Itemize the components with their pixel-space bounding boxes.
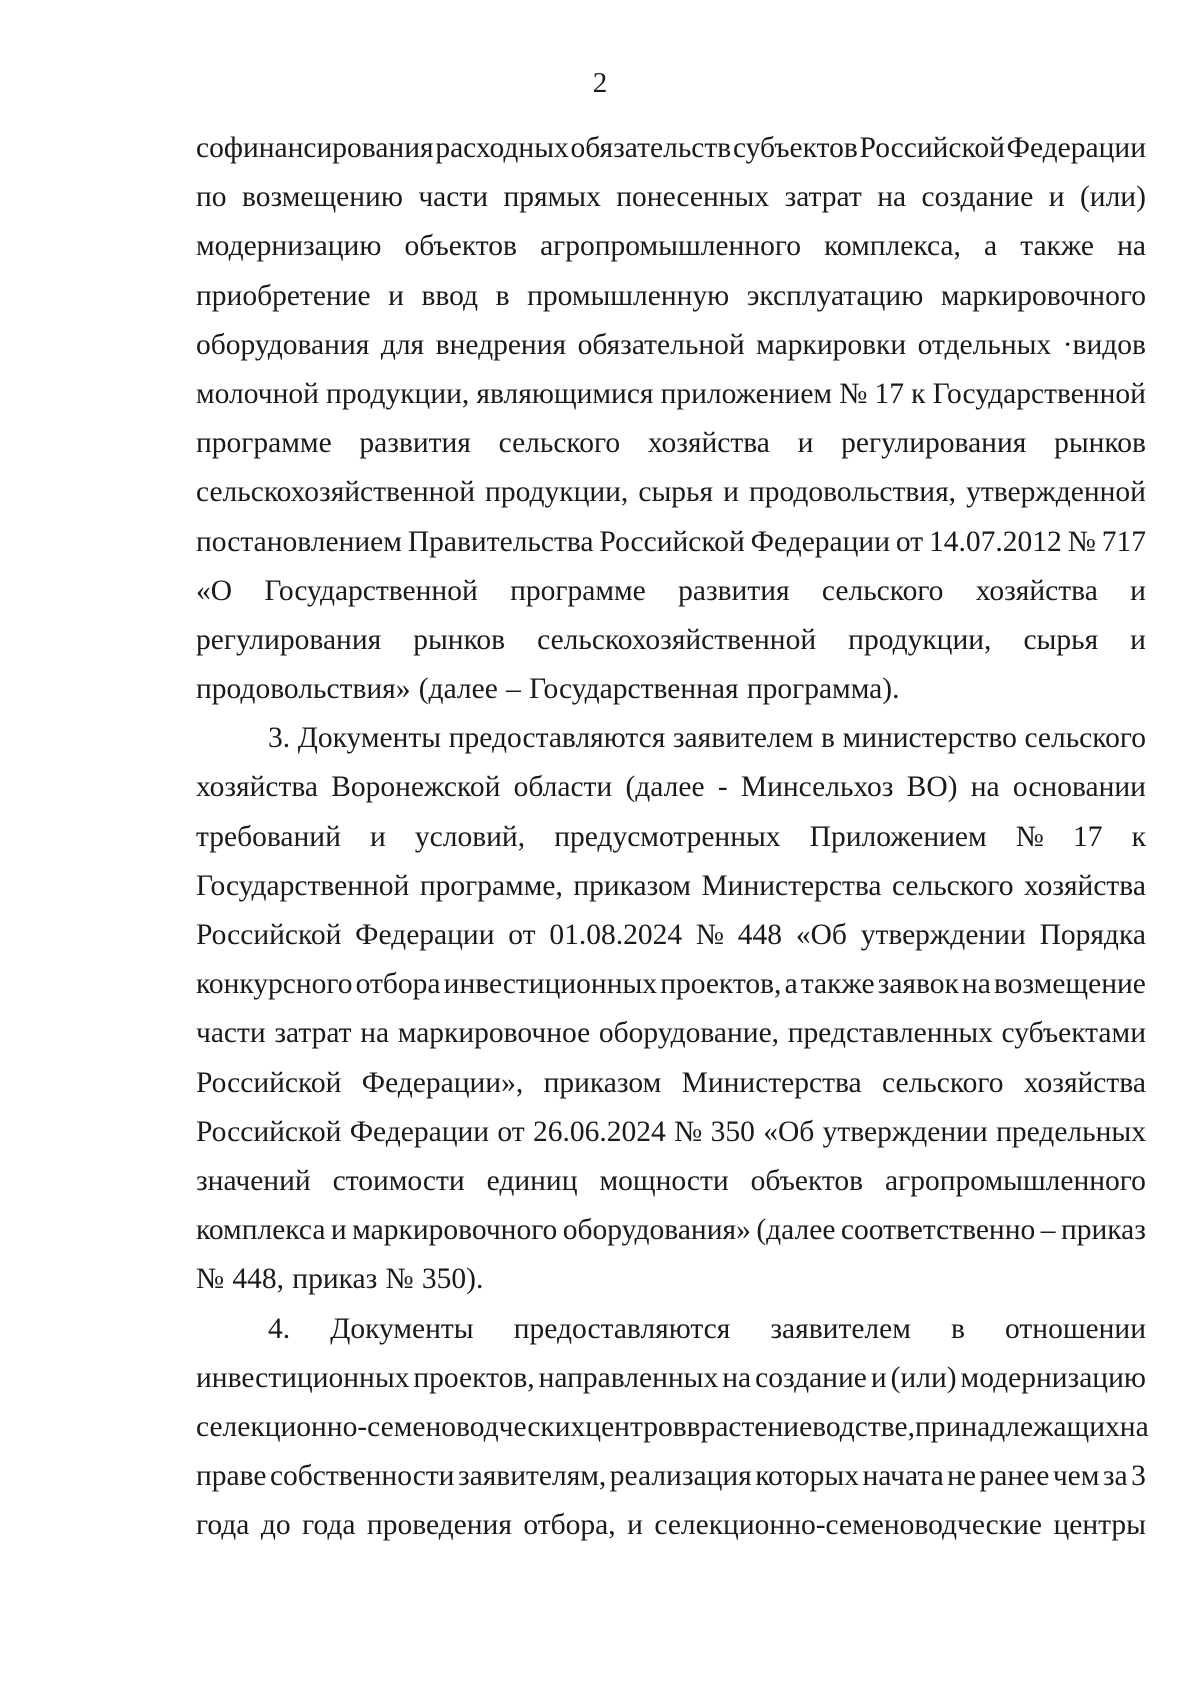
word: стоимости xyxy=(332,1164,465,1197)
word: Документы xyxy=(297,722,442,755)
word: Министерства xyxy=(681,1066,862,1099)
word: ВО) xyxy=(906,771,958,804)
word: проведения xyxy=(366,1509,512,1542)
word: регулирования xyxy=(196,623,382,656)
word: заявителем xyxy=(672,722,814,755)
text-line xyxy=(196,1452,1146,1501)
word: развития xyxy=(678,574,790,607)
word: в xyxy=(951,1312,965,1345)
word: и xyxy=(330,1214,347,1247)
word: хозяйства xyxy=(647,427,770,460)
word: развития xyxy=(359,427,471,460)
text-line xyxy=(196,714,1146,763)
word: агропромышленного xyxy=(885,1164,1146,1197)
word: 17 xyxy=(1073,820,1103,853)
word: обязательств xyxy=(570,132,732,164)
word: прямых xyxy=(503,181,601,214)
word: создание xyxy=(921,181,1034,214)
text-line xyxy=(196,370,1146,419)
word: 717 xyxy=(1101,525,1146,558)
word: и xyxy=(723,476,739,509)
word: единиц xyxy=(486,1164,578,1197)
word: Федерации xyxy=(349,1115,490,1148)
word: сельского xyxy=(891,869,1014,902)
word: Российской xyxy=(196,1115,342,1148)
word: значений xyxy=(196,1164,311,1197)
word: № xyxy=(385,1263,414,1296)
word: не xyxy=(947,1460,977,1493)
word: Министерства xyxy=(701,869,882,902)
word: центры xyxy=(1053,1509,1146,1542)
word: мощности xyxy=(599,1164,729,1197)
word: отбора, xyxy=(523,1509,616,1542)
word: продукции, xyxy=(848,623,992,656)
word: № xyxy=(674,1115,703,1148)
word: собственности xyxy=(269,1460,455,1493)
word: постановлением xyxy=(196,525,402,558)
word: на xyxy=(1119,1410,1149,1443)
word: (или) xyxy=(890,1361,957,1394)
word: области xyxy=(513,771,613,804)
word: оборудования» xyxy=(562,1214,751,1247)
word: 3 xyxy=(1131,1460,1146,1493)
word: утверждении xyxy=(860,919,1026,951)
word: маркировки xyxy=(756,328,907,361)
word: праве xyxy=(196,1460,267,1493)
word: от xyxy=(895,525,924,558)
word: проектов, xyxy=(413,1361,535,1394)
word: № xyxy=(695,919,725,951)
word: основании xyxy=(1012,771,1146,804)
word: оборудования xyxy=(196,328,370,361)
word: 26.06.2024 xyxy=(533,1115,666,1148)
word: Российской xyxy=(599,525,745,558)
word: Государственной xyxy=(932,377,1146,410)
word: Минсельхоз xyxy=(740,771,894,804)
word: на xyxy=(1117,230,1146,263)
word: условий, xyxy=(414,820,526,853)
word: растениеводстве, xyxy=(700,1410,916,1443)
text-line xyxy=(196,1059,1146,1108)
word: до xyxy=(260,1509,291,1542)
text-line xyxy=(196,173,1146,222)
text-line xyxy=(196,1501,1146,1550)
word: также xyxy=(800,968,875,1001)
word: отдельных xyxy=(917,328,1052,361)
word: Приложением xyxy=(809,820,987,853)
word: 350 xyxy=(710,1115,755,1148)
word: Федерации», xyxy=(361,1066,524,1099)
word: создание xyxy=(755,1361,867,1394)
word: принадлежащих xyxy=(915,1410,1120,1443)
word: заявителем xyxy=(770,1312,911,1345)
word: от xyxy=(497,1115,525,1148)
word: сельского xyxy=(821,574,944,607)
word: - xyxy=(717,771,728,804)
word: сельского xyxy=(1024,722,1146,755)
word: года xyxy=(196,1509,250,1542)
word: инвестиционных xyxy=(443,968,658,1001)
word: комплекса, xyxy=(824,230,961,263)
word: соответственно xyxy=(840,1214,1036,1247)
word: оборудование, xyxy=(598,1017,780,1050)
text-line xyxy=(196,813,1146,862)
word: молочной xyxy=(196,377,319,410)
word: заявок xyxy=(877,968,959,1001)
word: предоставляются xyxy=(513,1312,731,1345)
word: сырья xyxy=(638,476,714,509)
word: Правительства xyxy=(407,525,594,558)
word: № xyxy=(1015,820,1044,853)
word: (далее xyxy=(756,1214,836,1247)
word: предоставляются xyxy=(448,722,666,755)
word: продовольствия» xyxy=(196,673,411,706)
word: затрат xyxy=(274,1017,352,1050)
word: 17 xyxy=(874,377,904,410)
word: маркировочного xyxy=(940,279,1146,312)
word: рынков xyxy=(413,623,506,656)
word: на xyxy=(360,1017,390,1050)
word: маркировочного xyxy=(352,1214,558,1247)
text-line xyxy=(196,468,1146,517)
word: субъектами xyxy=(1001,1017,1146,1050)
word: и xyxy=(1130,574,1146,607)
text-line xyxy=(196,222,1146,271)
word: № xyxy=(196,1263,225,1296)
text-line xyxy=(196,1354,1146,1403)
text-line xyxy=(196,960,1146,1009)
word: сырья xyxy=(1023,623,1099,656)
text-line xyxy=(196,1157,1146,1206)
word: Документы xyxy=(330,1312,474,1345)
word: «Об xyxy=(763,1115,815,1148)
word: и xyxy=(627,1509,643,1542)
word: Российской xyxy=(196,1066,342,1099)
word: и xyxy=(797,427,814,460)
word: программе, xyxy=(419,869,563,902)
word: в xyxy=(495,279,510,312)
text-line xyxy=(196,665,1146,714)
word: Федерации xyxy=(355,919,495,951)
word: хозяйства xyxy=(975,574,1098,607)
word: модернизацию xyxy=(960,1361,1146,1394)
word: хозяйства xyxy=(1023,1066,1146,1099)
word: продовольствия, xyxy=(748,476,957,509)
text-line xyxy=(196,419,1146,468)
word: проектов, xyxy=(660,968,782,1001)
word: от xyxy=(508,919,536,951)
word: продукции, xyxy=(326,377,470,410)
word: – xyxy=(506,673,521,706)
word: приложением xyxy=(660,377,833,410)
word: хозяйства xyxy=(196,771,319,804)
word: а xyxy=(984,230,998,263)
word: приказ xyxy=(1060,1214,1146,1247)
text-line xyxy=(196,1255,1146,1304)
word: начата xyxy=(862,1460,944,1493)
word: расходных xyxy=(435,132,569,164)
word: и xyxy=(1048,181,1065,214)
word: и xyxy=(369,820,386,853)
text-line xyxy=(196,272,1146,321)
word: для xyxy=(380,328,425,361)
word: в xyxy=(686,1410,701,1443)
word: модернизацию xyxy=(196,230,382,263)
text-line xyxy=(196,124,1146,173)
word: сельскохозяйственной xyxy=(196,476,475,509)
word: предельных xyxy=(996,1115,1146,1148)
word: на xyxy=(877,181,907,214)
word: объектов xyxy=(750,1164,864,1197)
word: на xyxy=(961,968,991,1001)
word: 3. xyxy=(268,722,291,755)
word: Порядка xyxy=(1039,919,1146,951)
word: затрат xyxy=(784,181,862,214)
word: возмещению xyxy=(241,181,403,214)
body-text xyxy=(196,124,1149,1550)
word: объектов xyxy=(404,230,517,263)
text-line xyxy=(196,567,1146,616)
word: селекционно-семеноводческие xyxy=(654,1509,1042,1542)
word: приказом xyxy=(543,1066,662,1099)
word: чем xyxy=(1052,1460,1100,1493)
word: обязательной xyxy=(577,328,745,361)
word: ввод xyxy=(421,279,479,312)
word: части xyxy=(196,1017,266,1050)
text-line xyxy=(196,1403,1149,1452)
word: субъектов xyxy=(732,132,858,164)
word: программа). xyxy=(746,673,900,706)
word: (или) xyxy=(1079,181,1146,214)
page-number: 2 xyxy=(592,67,608,99)
word: приказом xyxy=(573,869,691,902)
word: инвестиционных xyxy=(196,1361,410,1394)
word: № xyxy=(839,377,868,410)
word: министерство xyxy=(842,722,1017,755)
word: Воронежской xyxy=(331,771,501,804)
word: на xyxy=(970,771,1000,804)
word: в xyxy=(821,722,835,755)
word: (далее xyxy=(418,673,498,706)
text-line xyxy=(196,1009,1146,1058)
word: софинансирования xyxy=(196,132,434,164)
word: Государственной xyxy=(264,574,478,607)
word: заявителям, xyxy=(457,1460,607,1493)
word: по xyxy=(196,181,227,214)
word: конкурсного xyxy=(196,968,353,1001)
word: отношении xyxy=(1005,1312,1146,1345)
word: являющимися xyxy=(476,377,654,410)
word: Государственная xyxy=(529,673,739,706)
text-line xyxy=(196,616,1146,665)
word: реализация xyxy=(609,1460,752,1493)
text-line xyxy=(196,1206,1146,1255)
word: возмещение xyxy=(993,968,1146,1001)
word: части xyxy=(418,181,489,214)
word: которых xyxy=(755,1460,859,1493)
word: промышленную xyxy=(527,279,730,312)
word: к xyxy=(1131,820,1146,853)
word: года xyxy=(302,1509,356,1542)
word: приказ xyxy=(292,1263,378,1296)
word: Федерации xyxy=(750,525,890,558)
word: продукции, xyxy=(485,476,629,509)
text-line xyxy=(196,321,1146,370)
word: регулирования xyxy=(841,427,1027,460)
word: ранее xyxy=(979,1460,1050,1493)
word: центров xyxy=(585,1410,687,1443)
word: приобретение xyxy=(196,279,371,312)
word: «Об xyxy=(795,919,847,951)
word: рынков xyxy=(1054,427,1146,460)
word: 4. xyxy=(268,1312,291,1345)
word: эксплуатацию xyxy=(746,279,924,312)
word: Федерации xyxy=(1006,132,1146,164)
word: программе xyxy=(196,427,332,460)
word: 448 xyxy=(737,919,783,951)
word: требований xyxy=(196,820,341,853)
word: хозяйства xyxy=(1023,869,1146,902)
word: Государственной xyxy=(196,869,410,902)
word: сельскохозяйственной xyxy=(537,623,817,656)
word: Российской xyxy=(859,132,1005,164)
word: также xyxy=(1020,230,1094,263)
text-line xyxy=(196,862,1146,911)
word: утверждении xyxy=(822,1115,988,1148)
word: селекционно-семеноводческих xyxy=(196,1410,586,1443)
word: отбора xyxy=(355,968,441,1001)
word: за xyxy=(1102,1460,1128,1493)
word: маркировочное xyxy=(397,1017,591,1050)
word: 350). xyxy=(421,1263,484,1296)
word: 448, xyxy=(232,1263,285,1296)
word: и xyxy=(870,1361,887,1394)
text-line xyxy=(196,1108,1146,1157)
word: к xyxy=(911,377,926,410)
word: – xyxy=(1040,1214,1056,1247)
word: 14.07.2012 xyxy=(929,525,1062,558)
word: ·видов xyxy=(1062,328,1146,361)
word: на xyxy=(722,1361,752,1394)
word: Российской xyxy=(196,919,342,951)
word: понесенных xyxy=(616,181,770,214)
word: внедрения xyxy=(435,328,567,361)
word: № xyxy=(1067,525,1096,558)
word: «О xyxy=(196,574,233,607)
word: направленных xyxy=(538,1361,719,1394)
text-line xyxy=(196,911,1146,960)
word: утвержденной xyxy=(966,476,1146,509)
word: комплекса xyxy=(196,1214,326,1247)
word: сельского xyxy=(498,427,621,460)
word: представленных xyxy=(787,1017,993,1050)
word: агропромышленного xyxy=(540,230,801,263)
word: и xyxy=(388,279,404,312)
word: а xyxy=(784,968,798,1001)
word: программе xyxy=(510,574,646,607)
text-line xyxy=(196,1305,1146,1354)
word: (далее xyxy=(625,771,705,804)
word: предусмотренных xyxy=(554,820,781,853)
word: и xyxy=(1130,623,1146,656)
text-line xyxy=(196,763,1146,812)
text-line xyxy=(196,518,1146,567)
word: сельского xyxy=(882,1066,1004,1099)
word: 01.08.2024 xyxy=(549,919,683,951)
